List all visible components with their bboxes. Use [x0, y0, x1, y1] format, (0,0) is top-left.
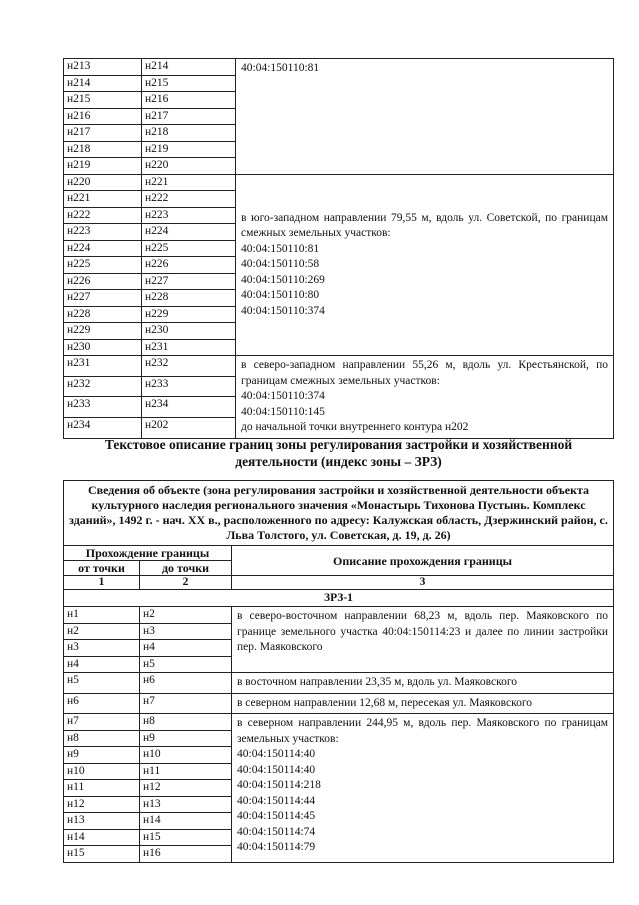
- from-point: н214: [64, 75, 142, 92]
- header-to-point: до точки: [140, 561, 232, 576]
- from-point: н226: [64, 273, 142, 290]
- from-point: н215: [64, 92, 142, 109]
- description-line: 40:04:150114:74: [237, 825, 316, 838]
- from-point: н4: [64, 656, 140, 673]
- to-point: н214: [142, 59, 236, 76]
- description-line: в северо-западном направлении 55,26 м, вдоль ул. Крестьянской, по границам смежных земельных участков:: [241, 359, 608, 387]
- description-line: 40:04:150110:269: [241, 273, 325, 286]
- to-point: н217: [142, 108, 236, 125]
- boundary-description: в северо-восточном направлении 68,23 м, вдоль пер. Маяковского по границе земельного участка 40:04:150114:23 и далее по линии застройки пер. Маяковского: [232, 607, 614, 673]
- description-line: 40:04:150110:81: [241, 242, 320, 255]
- to-point: н2: [140, 607, 232, 624]
- from-point: н13: [64, 813, 140, 830]
- boundary-description: в северном направлении 12,68 м, пересекая ул. Маяковского: [232, 693, 614, 714]
- from-point: н14: [64, 829, 140, 846]
- to-point: н232: [142, 356, 236, 377]
- from-point: н3: [64, 640, 140, 657]
- from-point: н218: [64, 141, 142, 158]
- section-heading: Текстовое описание границ зоны регулирования застройки и хозяйственной деятельности (индекс зоны – ЗРЗ): [104, 437, 573, 469]
- to-point: н225: [142, 240, 236, 257]
- to-point: н228: [142, 290, 236, 307]
- description-line: 40:04:150114:40: [237, 763, 316, 776]
- to-point: н227: [142, 273, 236, 290]
- column-number-1: 1: [64, 576, 140, 590]
- to-point: н229: [142, 306, 236, 323]
- description-line: 40:04:150114:44: [237, 794, 316, 807]
- to-point: н3: [140, 623, 232, 640]
- header-from-point: от точки: [64, 561, 140, 576]
- to-point: н221: [142, 174, 236, 191]
- to-point: н16: [140, 846, 232, 863]
- boundary-description: [236, 356, 614, 439]
- to-point: н6: [140, 673, 232, 694]
- from-point: н222: [64, 207, 142, 224]
- from-point: н15: [64, 846, 140, 863]
- to-point: н220: [142, 158, 236, 175]
- from-point: н10: [64, 763, 140, 780]
- from-point: н1: [64, 607, 140, 624]
- header-description: Описание прохождения границы: [232, 546, 614, 576]
- to-point: н15: [140, 829, 232, 846]
- table-row: [64, 174, 614, 191]
- description-line: 40:04:150114:45: [237, 810, 316, 822]
- table-row: [64, 356, 614, 377]
- from-point: н224: [64, 240, 142, 257]
- from-point: н11: [64, 780, 140, 797]
- to-point: н222: [142, 191, 236, 208]
- table-row: [64, 59, 614, 76]
- to-point: н216: [142, 92, 236, 109]
- from-point: н9: [64, 747, 140, 764]
- to-point: н14: [140, 813, 232, 830]
- to-point: н234: [142, 397, 236, 418]
- description-line: в северном направлении 244,95 м, вдоль пер. Маяковского по границам земельных участков:: [237, 717, 608, 745]
- description-line: в юго-западном направлении 79,55 м, вдоль ул. Советской, по границам смежных земельных участков:: [241, 211, 608, 239]
- to-point: н233: [142, 376, 236, 397]
- boundary-description: [232, 714, 614, 863]
- description-line: 40:04:150110:145: [241, 405, 325, 418]
- from-point: н8: [64, 730, 140, 747]
- header-passage: Прохождение границы: [64, 546, 232, 561]
- from-point: н2: [64, 623, 140, 640]
- boundary-table-inner-contour: [63, 58, 614, 439]
- to-point: н8: [140, 714, 232, 731]
- description-line: 40:04:150114:218: [237, 779, 321, 791]
- from-point: н230: [64, 339, 142, 356]
- to-point: н226: [142, 257, 236, 274]
- to-point: н218: [142, 125, 236, 142]
- table-row: [64, 607, 614, 624]
- table-row: [64, 693, 614, 714]
- to-point: н10: [140, 747, 232, 764]
- to-point: н4: [140, 640, 232, 657]
- description-line: 40:04:150110:80: [241, 289, 320, 301]
- section-label: ЗРЗ-1: [64, 590, 614, 607]
- to-point: н5: [140, 656, 232, 673]
- from-point: н233: [64, 397, 142, 418]
- to-point: н215: [142, 75, 236, 92]
- boundary-description: в восточном направлении 23,35 м, вдоль ул. Маяковского: [232, 673, 614, 694]
- to-point: н13: [140, 796, 232, 813]
- object-info: Сведения об объекте (зона регулирования застройки и хозяйственной деятельности объекта культурного наследия регионального значения «Монастырь Тихонова Пустынь. Комплекс зданий», 1492 г. - нач. XX в., расположенного по адресу: Калужская область, Дзержинский район, с. Льва Толстого, ул. Советская, д. 19, д. 26): [64, 481, 614, 546]
- from-point: н229: [64, 323, 142, 340]
- from-point: н227: [64, 290, 142, 307]
- from-point: н217: [64, 125, 142, 142]
- to-point: н7: [140, 693, 232, 714]
- from-point: н220: [64, 174, 142, 191]
- column-number-3: 3: [232, 576, 614, 590]
- table-row: [64, 714, 614, 731]
- from-point: н219: [64, 158, 142, 175]
- description-line: до начальной точки внутреннего контура н202: [241, 421, 469, 433]
- from-point: н228: [64, 306, 142, 323]
- from-point: н223: [64, 224, 142, 241]
- boundary-description: [236, 174, 614, 356]
- to-point: н223: [142, 207, 236, 224]
- table-row: [64, 673, 614, 694]
- description-line: 40:04:150114:79: [237, 841, 316, 853]
- from-point: н12: [64, 796, 140, 813]
- from-point: н225: [64, 257, 142, 274]
- to-point: н224: [142, 224, 236, 241]
- from-point: н232: [64, 376, 142, 397]
- description-line: 40:04:150110:374: [241, 304, 325, 317]
- to-point: н12: [140, 780, 232, 797]
- from-point: н213: [64, 59, 142, 76]
- from-point: н231: [64, 356, 142, 377]
- description-line: 40:04:150114:40: [237, 748, 316, 760]
- from-point: н216: [64, 108, 142, 125]
- from-point: н7: [64, 714, 140, 731]
- boundary-description: [236, 59, 614, 175]
- to-point: н230: [142, 323, 236, 340]
- to-point: н11: [140, 763, 232, 780]
- description-line: 40:04:150110:81: [241, 62, 320, 74]
- to-point: н9: [140, 730, 232, 747]
- column-number-2: 2: [140, 576, 232, 590]
- boundary-table-zrz: [63, 480, 614, 863]
- to-point: н219: [142, 141, 236, 158]
- to-point: н231: [142, 339, 236, 356]
- from-point: н6: [64, 693, 140, 714]
- from-point: н221: [64, 191, 142, 208]
- from-point: н5: [64, 673, 140, 694]
- description-line: 40:04:150110:374: [241, 390, 325, 402]
- description-line: 40:04:150110:58: [241, 258, 320, 270]
- to-point: н202: [142, 417, 236, 438]
- from-point: н234: [64, 417, 142, 438]
